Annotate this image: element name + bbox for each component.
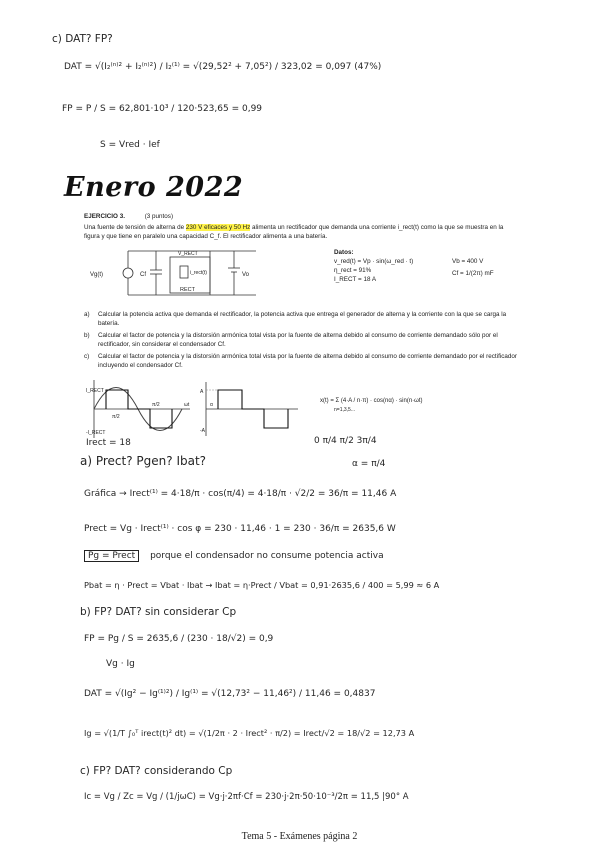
label-vrect: V_RECT	[178, 251, 198, 257]
prect-line	[84, 524, 396, 534]
question-c	[84, 352, 524, 370]
graph2-a-label: A	[200, 389, 204, 395]
question-c-text: Calcular el factor de potencia y la distorsión armónica total vista por la fuente de alterna debido al consumo de corriente demandado por el rectificador incluyendo el condensador Cf.	[98, 353, 517, 369]
question-b	[84, 331, 524, 349]
label-vo: Vo	[242, 272, 250, 278]
label-rect: RECT	[180, 287, 195, 293]
graph-wt-label: ωt	[184, 402, 190, 408]
pg-boxed: Pg = Prect	[84, 550, 139, 562]
dato-vred: v_red(t) = Vp · sin(ω_red · t)	[334, 258, 414, 265]
axis-ticks-note: 0 π/4 π/2 3π/4	[314, 436, 377, 446]
irect-note: Irect = 18	[86, 438, 131, 448]
graph-pi2-label: π/2	[112, 414, 120, 420]
exercise-statement	[84, 223, 514, 241]
fp-formula-top: FP = P / S = 62,801·10³ / 120·523,65 = 0,99	[62, 104, 263, 114]
graph-neg-irect-label: -I_RECT	[86, 430, 106, 436]
question-b-id: b)	[84, 332, 90, 339]
s-b-line: Vg · Ig	[106, 659, 135, 669]
fourier-series	[320, 397, 423, 415]
fourier-formula: x(t) = Σ (4·A / n·π) · cos(nα) · sin(n·ωt)	[320, 398, 423, 404]
dat-formula-top: DAT = √(I₂⁽ⁿ⁾² + I₂⁽ⁿ⁾²) / I₂⁽¹⁾ = √(29,52² + 7,05²) / 323,02 = 0,097 (47%)	[64, 62, 382, 72]
dato-eta: η_rect = 91%	[334, 267, 372, 274]
page-title: Enero 2022	[64, 172, 244, 203]
label-vg: Vg(t)	[90, 272, 104, 278]
question-b-text: Calcular el factor de potencia y la distorsión armónica total vista por la fuente de alterna debido al consumo de corriente demandado sólo por el rectificador, sin considerar el condensador Cf.	[98, 332, 498, 348]
pbat-line: Pbat = η · Prect = Vbat · Ibat → Ibat = η·Prect / Vbat = 0,91·2635,6 / 400 = 5,99 ≈ 6 A	[84, 580, 440, 590]
heading-part-b: b) FP? DAT? sin considerar Cp	[80, 606, 237, 618]
ic-line: Ic = Vg / Zc = Vg / (1/jωC) = Vg·j·2πf·Cf = 230·j·2π·50·10⁻³/2π = 11,5 |90° A	[84, 792, 409, 802]
statement-post: alimenta un rectificador que demanda una corriente i_rect(t) como la que se muestra en la figura y que tiene en paralelo una capacidad C_f. El rectificador alimenta a una batería.	[84, 224, 504, 240]
dato-cf: Cf = 1/(2π) mF	[452, 270, 494, 277]
ig-b-line: Ig = √(1/T ∫₀ᵀ irect(t)² dt) = √(1/2π · 2 · Irect² · π/2) = Irect/√2 = 18/√2 = 12,73 A	[84, 728, 415, 738]
pg-reason: porque el condensador no consume potencia activa	[150, 551, 384, 561]
label-cf: Cf	[140, 272, 146, 278]
dat-b-line: DAT = √(Ig² − Ig⁽¹⁾²) / Ig⁽¹⁾ = √(12,73² − 11,46²) / 11,46 = 0,4837	[84, 689, 376, 699]
question-a-text: Calcular la potencia activa que demanda el rectificador, la potencia activa que entrega el generador de alterna y la corriente con la que se carga la batería.	[98, 311, 507, 327]
exercise-points: (3 puntos)	[144, 213, 174, 220]
dato-irect: I_RECT = 18 A	[334, 276, 377, 283]
question-c-id: c)	[84, 353, 90, 360]
datos-title: Datos:	[334, 249, 354, 256]
pg-line	[84, 551, 384, 561]
graph-irect-label: I_RECT	[86, 388, 104, 394]
exercise-number: EJERCICIO 3.	[84, 213, 125, 220]
fourier-sub: n=1,3,5...	[334, 407, 355, 413]
irect-waveform-graph	[86, 378, 196, 440]
statement-highlight: 230 V eficaces y 50 Hz	[185, 224, 251, 231]
dato-vb: Vb = 400 V	[452, 258, 484, 265]
heading-part-c: c) FP? DAT? considerando Cp	[80, 765, 233, 777]
exercise-label	[84, 212, 173, 221]
statement-pre: Una fuente de tensión de alterna de	[84, 224, 186, 231]
graph2-alpha-label: α	[210, 402, 213, 408]
ac-source-symbol	[123, 268, 133, 278]
question-a	[84, 310, 524, 328]
circuit-diagram	[84, 246, 274, 300]
graph-half-label: π/2	[152, 402, 160, 408]
square-wave-graph	[200, 380, 300, 438]
grafica-line: Gráfica → Irect⁽¹⁾ = 4·18/π · cos(π/4) = 4·18/π · √2/2 = 36/π = 11,46 A	[84, 489, 397, 499]
fp-b-line: FP = Pg / S = 2635,6 / (230 · 18/√2) = 0,9	[84, 634, 274, 644]
alpha-value-note: α = π/4	[352, 459, 386, 469]
graph2-nega-label: -A	[200, 428, 205, 434]
question-a-id: a)	[84, 311, 90, 318]
heading-part-c-top: c) DAT? FP?	[52, 33, 113, 45]
page-footer: Tema 5 - Exámenes página 2	[241, 831, 358, 842]
datos-block	[334, 248, 524, 284]
heading-part-a: a) Prect? Pgen? Ibat?	[80, 454, 207, 468]
prect-text: Prect = Vg · Irect⁽¹⁾ · cos φ = 230 · 11,46 · 1 = 230 · 36/π = 2635,6 W	[84, 524, 396, 534]
label-irect: i_rect(t)	[190, 270, 207, 276]
s-note-top: S = Vred · Ief	[100, 140, 160, 150]
